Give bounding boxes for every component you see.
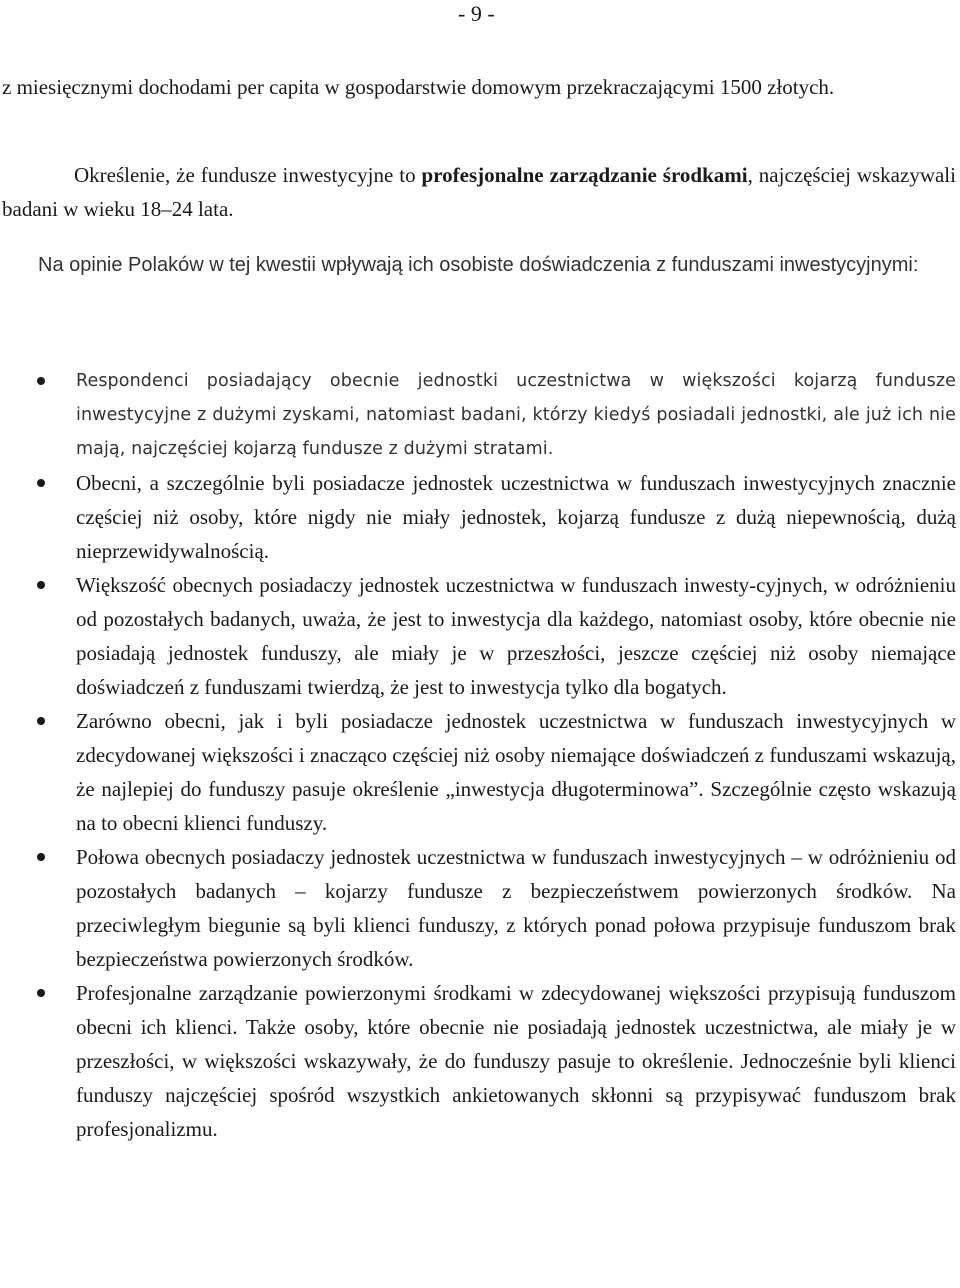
bullet-icon: [37, 479, 45, 487]
emphasis-professional-management: profesjonalne zarządzanie środkami: [421, 163, 748, 187]
bullet-icon: [37, 853, 45, 861]
list-item-text: Połowa obecnych posiadaczy jednostek uczestnictwa w funduszach inwestycyjnych – w odróżnieniu od pozostałych badanych – kojarzy fundusze z bezpieczeństwem powierzonych środków. Na przeciwległym biegunie są byli klienci funduszy, z których ponad połowa przypisuje funduszom brak bezpieczeństwa powierzonych środków.: [76, 845, 956, 971]
list-item: [0, 976, 956, 1146]
list-item-text: Większość obecnych posiadaczy jednostek uczestnictwa w funduszach inwesty-cyjnych, w odróżnieniu od pozostałych badanych, uważa, że jest to inwestycja dla każdego, natomiast osoby, które obecnie nie posiadają jednostek funduszy, ale miały je w przeszłości, jeszcze częściej niż osoby niemające doświadczeń z funduszami twierdzą, że jest to inwestycja tylko dla bogatych.: [76, 573, 956, 699]
list-item-text: Zarówno obecni, jak i byli posiadacze jednostek uczestnictwa w funduszach inwestycyjnych w zdecydowanej większości i znacząco częściej niż osoby niemające doświadczeń z funduszami wskazują, że najlepiej do funduszy pasuje określenie „inwestycja długoterminowa”. Szczególnie często wskazują na to obecni klienci funduszy.: [76, 709, 956, 835]
bullet-icon: [37, 989, 45, 997]
paragraph-income: z miesięcznymi dochodami per capita w gospodarstwie domowym przekraczającymi 1500 złotych.: [2, 75, 835, 99]
paragraph-text-end: , najczęściej wskazywali badani w wieku 18–24 lata.: [2, 163, 956, 221]
list-item: [0, 364, 956, 466]
page-number: - 9 -: [458, 1, 495, 26]
list-item: [0, 840, 956, 976]
bullet-icon: [37, 581, 45, 589]
paragraph-experience-intro: Na opinie Polaków w tej kwestii wpływają ich osobiste doświadczenia z funduszami inwestycyjnymi:: [38, 254, 919, 276]
bullet-icon: [37, 717, 45, 725]
list-item-text: Profesjonalne zarządzanie powierzonymi środkami w zdecydowanej większości przypisują funduszom obecni ich klienci. Także osoby, które obecnie nie posiadają jednostek uczestnictwa, ale miały je w przeszłości, w większości wskazywały, że do funduszy pasuje to określenie. Jednocześnie byli klienci funduszy najczęściej spośród wszystkich ankietowanych skłonni są przypisywać funduszom brak profesjonalizmu.: [76, 981, 956, 1141]
paragraph-text-start: Określenie, że fundusze inwestycyjne to: [74, 163, 422, 187]
list-item: [0, 466, 956, 568]
paragraph-professional-management: [2, 158, 956, 226]
findings-list: [0, 364, 960, 1146]
list-item-text: Respondenci posiadający obecnie jednostki uczestnictwa w większości kojarzą fundusze inwestycyjne z dużymi zyskami, natomiast badani, którzy kiedyś posiadali jednostki, ale już ich nie mają, najczęściej kojarzą fundusze z dużymi stratami.: [76, 371, 956, 459]
list-item: [0, 704, 956, 840]
list-item-text: Obecni, a szczególnie byli posiadacze jednostek uczestnictwa w funduszach inwestycyjnych znacznie częściej niż osoby, które nigdy nie miały jednostek, kojarzą fundusze z dużą niepewnością, dużą nieprzewidywalnością.: [76, 471, 956, 563]
bullet-icon: [37, 377, 45, 385]
list-item: [0, 568, 956, 704]
